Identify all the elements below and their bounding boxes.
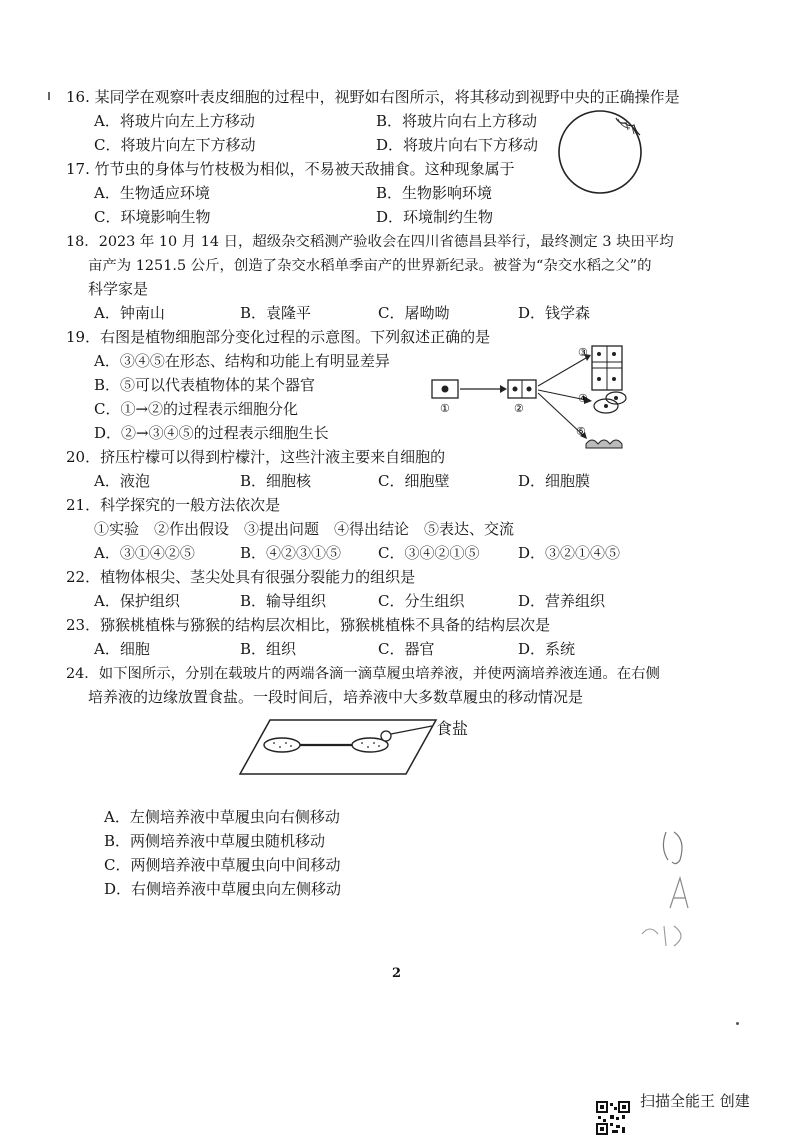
q20-option-a: A．液泡 — [94, 472, 150, 490]
q22-option-c: C．分生组织 — [378, 592, 465, 610]
label-2: ② — [514, 402, 524, 415]
label-1: ① — [440, 402, 450, 415]
salt-crystal — [381, 731, 391, 741]
q16-option-d: D．将玻片向右下方移动 — [376, 136, 539, 154]
q19-option-c: C．①→②的过程表示细胞分化 — [94, 400, 299, 418]
q19-option-b: B．⑤可以代表植物体的某个器官 — [94, 376, 316, 394]
q24-option-d: D．右侧培养液中草履虫向左侧移动 — [104, 880, 342, 898]
q17-stem: 17. 竹节虫的身体与竹枝极为相似，不易被天敌捕食。这种现象属于 — [66, 160, 515, 178]
q19-stem: 19．右图是植物细胞部分变化过程的示意图。下列叙述正确的是 — [66, 328, 491, 346]
q20-option-c: C．细胞壁 — [378, 472, 450, 490]
q16-option-a: A．将玻片向左上方移动 — [94, 112, 255, 130]
q16-stem: 16. 某同学在观察叶表皮细胞的过程中，视野如右图所示，将其移动到视野中央的正确操作是 — [66, 88, 680, 106]
tissue-4 — [594, 392, 626, 413]
q23-option-d: D．系统 — [518, 640, 576, 658]
q18-option-b: B．袁隆平 — [240, 304, 312, 322]
q18-stem-line3: 科学家是 — [88, 280, 149, 298]
q22-option-d: D．营养组织 — [518, 592, 606, 610]
microscope-field-diagram — [556, 108, 646, 198]
scan-speck — [736, 1022, 739, 1025]
q24-option-a: A．左侧培养液中草履虫向右侧移动 — [104, 808, 340, 826]
q23-option-c: C．器官 — [378, 640, 435, 658]
left-drop — [264, 738, 300, 752]
q20-option-d: D．细胞膜 — [518, 472, 591, 490]
tissue-5 — [586, 440, 622, 448]
q21-option-b: B．④②③①⑤ — [240, 544, 342, 562]
cell-change-diagram — [426, 340, 636, 450]
q21-steps: ①实验 ②作出假设 ③提出问题 ④得出结论 ⑤表达、交流 — [94, 520, 515, 538]
q17-option-b: B．生物影响环境 — [376, 184, 493, 202]
q18-stem-line1: 18．2023 年 10 月 14 日，超级杂交稻测产验收会在四川省德昌县举行，最终测定 3 块田平均 — [66, 234, 674, 250]
q18-option-d: D．钱学森 — [518, 304, 591, 322]
q19-option-a: A．③④⑤在形态、结构和功能上有明显差异 — [94, 352, 390, 370]
margin-mark — [48, 92, 50, 100]
q17-option-d: D．环境制约生物 — [376, 208, 494, 226]
q20-stem: 20．挤压柠檬可以得到柠檬汁，这些汁液主要来自细胞的 — [66, 448, 446, 466]
q21-option-a: A．③①④②⑤ — [94, 544, 195, 562]
q22-option-a: A．保护组织 — [94, 592, 180, 610]
q20-option-b: B．细胞核 — [240, 472, 312, 490]
q18-option-a: A．钟南山 — [94, 304, 165, 322]
qr-code-icon — [596, 1101, 630, 1135]
cell-1 — [432, 380, 458, 398]
tissue-3 — [592, 346, 622, 390]
q22-stem: 22．植物体根尖、茎尖处具有很强分裂能力的组织是 — [66, 568, 416, 586]
label-3: ③ — [578, 346, 588, 359]
q16-option-c: C．将玻片向左下方移动 — [94, 136, 256, 154]
q21-option-d: D．③②①④⑤ — [518, 544, 621, 562]
q22-option-b: B．输导组织 — [240, 592, 327, 610]
salt-label: 食盐 — [436, 719, 469, 738]
q24-option-c: C．两侧培养液中草履虫向中间移动 — [104, 856, 341, 874]
q23-option-b: B．组织 — [240, 640, 297, 658]
q19-option-d: D．②→③④⑤的过程表示细胞生长 — [94, 424, 329, 442]
scanner-watermark: 扫描全能王 创建 — [640, 1092, 750, 1110]
q24-stem-line2: 培养液的边缘放置食盐。一段时间后，培养液中大多数草履虫的移动情况是 — [88, 688, 584, 706]
q21-option-c: C．③④②①⑤ — [378, 544, 480, 562]
label-5: ⑤ — [576, 425, 586, 438]
q17-option-a: A．生物适应环境 — [94, 184, 210, 202]
q24-option-b: B．两侧培养液中草履虫随机移动 — [104, 832, 326, 850]
q16-option-b: B．将玻片向右上方移动 — [376, 112, 538, 130]
q18-option-c: C．屠呦呦 — [378, 304, 450, 322]
q18-stem-line2: 亩产为 1251.5 公斤，创造了杂交水稻单季亩产的世界新纪录。被誉为“杂交水稻之父”的 — [88, 258, 652, 274]
q23-option-a: A．细胞 — [94, 640, 150, 658]
page-number: 2 — [392, 966, 402, 981]
q23-stem: 23．猕猴桃植株与猕猴的结构层次相比，猕猴桃植株不具备的结构层次是 — [66, 616, 551, 634]
handwritten-marks — [630, 818, 710, 958]
label-4: ④ — [578, 392, 588, 405]
glass-slide — [240, 720, 436, 774]
q24-stem-line1: 24．如下图所示，分别在载玻片的两端各滴一滴草履虫培养液，并使两滴培养液连通。在右侧 — [66, 666, 660, 682]
cell-2 — [508, 380, 536, 398]
q21-stem: 21．科学探究的一般方法依次是 — [66, 496, 281, 514]
q17-option-c: C．环境影响生物 — [94, 208, 211, 226]
